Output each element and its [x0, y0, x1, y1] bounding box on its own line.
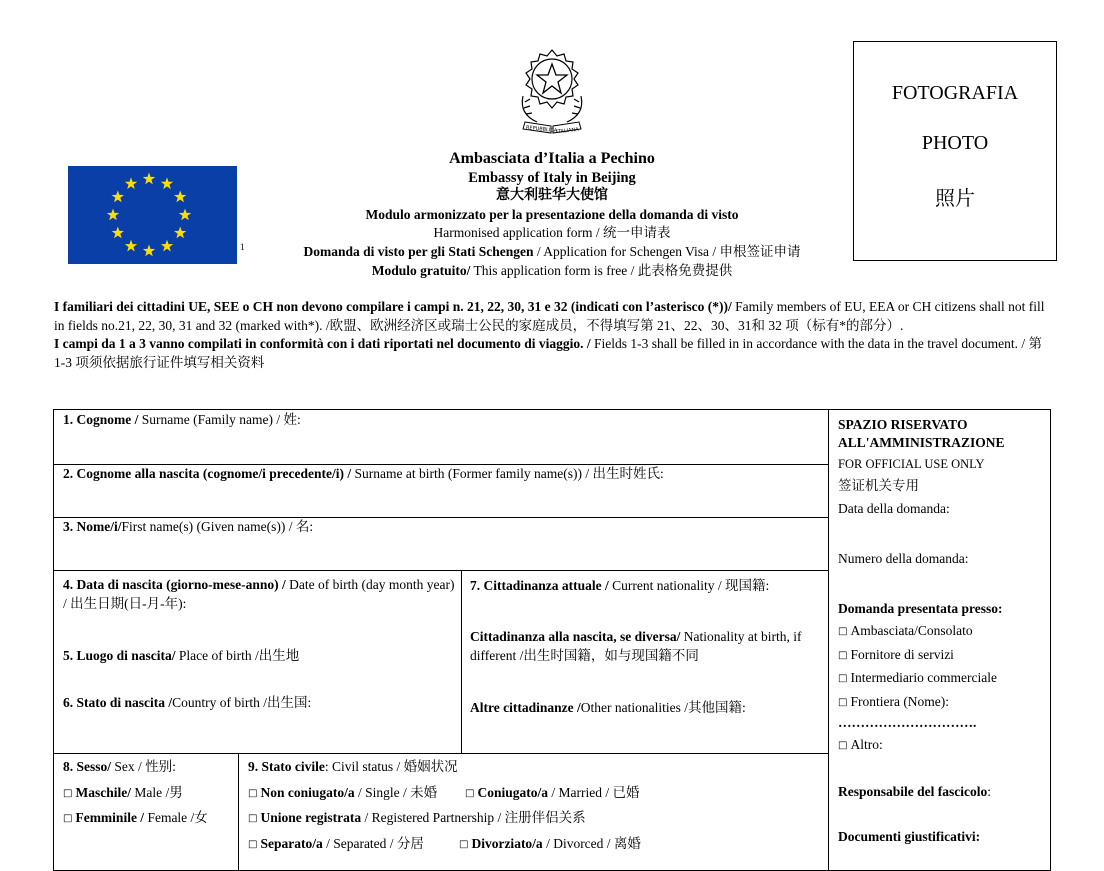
admin-responsible-label: Responsabile del fascicolo	[838, 783, 988, 799]
admin-option-other[interactable]	[838, 736, 1043, 755]
option-divorced[interactable]	[459, 835, 759, 855]
admin-option-other-label: Altro:	[850, 737, 883, 753]
checkbox-icon[interactable]: □	[838, 696, 848, 708]
eu-star-icon	[161, 177, 173, 189]
checkbox-icon[interactable]: □	[838, 626, 848, 638]
admin-option-intermediary-label: Intermediario commerciale	[850, 670, 998, 686]
field-date-of-birth-label-bold: 4. Data di nascita (giorno-mese-anno) /	[63, 577, 290, 592]
checkbox-icon[interactable]: □	[465, 788, 475, 799]
eu-star-icon	[143, 245, 155, 257]
eu-star-icon	[161, 240, 173, 252]
field-date-of-birth-label: Date of birth (day month year) / 出生日期(日-月-年):	[63, 577, 455, 611]
admin-option-border[interactable]	[838, 693, 1043, 712]
intro-fields-note-rest: Fields 1-3 shall be filled in in accordance with the data in the travel document. / 第 1-3 项须依据旅行证件填写相关资料	[54, 336, 1043, 370]
field-other-nationalities[interactable]	[470, 699, 822, 718]
schengen-line	[240, 243, 864, 262]
eu-star-icon	[179, 209, 191, 221]
admin-title-2: ALL'AMMINISTRAZIONE	[838, 434, 1005, 450]
option-married-bold: Coniugato/a	[477, 785, 548, 800]
checkbox-icon[interactable]: □	[248, 788, 258, 799]
option-partnership-rest: / Registered Partnership / 注册伴侣关系	[361, 810, 586, 825]
option-separated-rest: / Separated / 分居	[322, 836, 424, 851]
eu-flag-stars	[68, 166, 237, 264]
checkbox-icon[interactable]: □	[248, 813, 258, 824]
field-current-nationality[interactable]	[470, 577, 822, 596]
option-separated[interactable]	[248, 835, 463, 855]
field-sex-label-bold: 8. Sesso/	[63, 759, 112, 774]
field-place-of-birth-label: Place of birth /出生地	[175, 648, 300, 663]
option-partnership-bold: Unione registrata	[260, 810, 362, 825]
field-sex-label	[63, 758, 235, 777]
admin-responsible	[838, 783, 1043, 801]
checkbox-icon[interactable]: □	[248, 839, 258, 850]
photo-box	[853, 41, 1057, 261]
eu-flag	[68, 166, 237, 264]
emblem-text-left: REPUBBLICA	[525, 124, 558, 134]
intro-fields-note	[54, 335, 1054, 372]
field-country-of-birth-label-bold: 6. Stato di nascita /	[63, 695, 173, 710]
admin-option-embassy-label: Ambasciata/Consolato	[850, 623, 973, 639]
eu-star-icon	[143, 173, 155, 185]
eu-star-icon	[125, 177, 137, 189]
eu-star-icon	[112, 227, 124, 239]
field-surname[interactable]	[63, 411, 823, 430]
intro-family-note-rest: Family members of EU, EEA or CH citizens shall not fill in fields no.21, 22, 30, 31 and 32 (marked with*). /欧盟、欧洲经济区或瑞士公民的家庭成员，不得填写第 21、22、30、31和 32 项（标有*的部分）.	[54, 299, 1045, 333]
free-rest: This application form is free / 此表格免费提供	[470, 262, 733, 278]
header-titles	[240, 150, 864, 280]
field-surname-at-birth[interactable]	[63, 465, 823, 484]
admin-presented-at: Domanda presentata presso:	[838, 600, 1003, 616]
option-female-rest: Female /女	[144, 810, 208, 825]
italy-emblem-icon	[511, 44, 593, 134]
option-male[interactable]	[63, 784, 235, 804]
field-date-of-birth[interactable]	[63, 576, 455, 613]
field-place-of-birth-label-bold: 5. Luogo di nascita/	[63, 648, 176, 663]
option-registered-partnership[interactable]	[248, 809, 823, 829]
intro-notes	[54, 298, 1054, 372]
schengen-rest: / Application for Schengen Visa / 申根签证申请	[533, 243, 801, 259]
field-surname-at-birth-label-bold: 2. Cognome alla nascita (cognome/i precedente/i) /	[63, 466, 355, 481]
admin-option-service-provider[interactable]	[838, 646, 1043, 665]
field-place-of-birth[interactable]	[63, 647, 455, 666]
embassy-title-it: Ambasciata d’Italia a Pechino	[449, 150, 655, 167]
eu-star-icon	[112, 191, 124, 203]
field-surname-at-birth-label: Surname at birth (Former family name(s)) / 出生时姓氏:	[354, 466, 664, 481]
admin-border-name-dots: ………………………….	[838, 714, 977, 730]
field-nationality-at-birth[interactable]	[470, 628, 822, 665]
photo-label-en: PHOTO	[921, 132, 989, 154]
option-single-bold: Non coniugato/a	[260, 785, 355, 800]
checkbox-icon[interactable]: □	[838, 740, 848, 752]
option-divorced-rest: / Divorced / 离婚	[542, 836, 641, 851]
field-civil-status-label-bold: 9. Stato civile	[248, 759, 325, 774]
admin-option-intermediary[interactable]	[838, 669, 1043, 688]
checkbox-icon[interactable]: □	[838, 673, 848, 685]
admin-option-border-label: Frontiera (Nome):	[850, 693, 950, 709]
emblem-text-right: ITALIANA	[556, 126, 579, 134]
checkbox-icon[interactable]: □	[838, 649, 848, 661]
eu-star-icon	[125, 240, 137, 252]
field-surname-label: Surname (Family name) / 姓:	[141, 412, 301, 427]
form-title-en: Harmonised application form / 统一申请表	[433, 225, 671, 241]
field-nationality-at-birth-label: Nationality at birth, if different /出生时国籍，如与现国籍不同	[470, 629, 802, 663]
field-sex-label-rest: Sex / 性别:	[111, 759, 176, 774]
admin-option-service-provider-label: Fornitore di servizi	[850, 646, 954, 662]
option-female[interactable]	[63, 809, 235, 829]
application-form	[53, 409, 1051, 871]
embassy-title-zh: 意大利驻华大使馆	[496, 188, 608, 204]
intro-fields-note-bold: I campi da 1 a 3 vanno compilati in conformità con i dati riportati nel documento di viaggio. /	[54, 336, 591, 351]
field-first-name-label-bold: 3. Nome/i/	[63, 519, 122, 534]
admin-section	[838, 416, 1043, 846]
field-country-of-birth-label: Country of birth /出生国:	[172, 695, 312, 710]
admin-responsible-colon: :	[987, 783, 992, 799]
field-other-nationalities-label: Other nationalities /其他国籍:	[580, 700, 746, 715]
field-current-nationality-label-bold: 7. Cittadinanza attuale /	[470, 578, 613, 593]
admin-title-1: SPAZIO RISERVATO	[838, 417, 968, 432]
option-separated-bold: Separato/a	[260, 836, 323, 851]
checkbox-icon[interactable]: □	[459, 839, 469, 850]
option-male-rest: Male /男	[130, 785, 183, 800]
admin-supporting-documents: Documenti giustificativi:	[838, 829, 981, 845]
eu-star-icon	[174, 191, 186, 203]
field-nationality-at-birth-label-bold: Cittadinanza alla nascita, se diversa/	[470, 629, 681, 644]
intro-family-note	[54, 298, 1054, 335]
field-other-nationalities-label-bold: Altre cittadinanze /	[470, 700, 581, 715]
admin-option-embassy[interactable]	[838, 622, 1043, 641]
flag-footnote: 1	[240, 242, 245, 252]
free-line	[240, 262, 864, 281]
photo-label-zh: 照片	[935, 188, 975, 210]
admin-application-number[interactable]: Numero della domanda:	[838, 550, 969, 566]
photo-label-it: FOTOGRAFIA	[891, 82, 1019, 104]
option-female-bold: Femminile /	[75, 810, 145, 825]
free-it: Modulo gratuito/	[371, 262, 471, 278]
eu-star-icon	[107, 209, 119, 221]
option-single[interactable]	[248, 784, 463, 804]
option-male-bold: Maschile/	[75, 785, 131, 800]
field-civil-status-label-rest: : Civil status / 婚姻状况	[324, 759, 458, 774]
admin-application-date[interactable]: Data della domanda:	[838, 501, 950, 517]
eu-star-icon	[174, 227, 186, 239]
field-first-name[interactable]	[63, 518, 823, 537]
admin-official-use: FOR OFFICIAL USE ONLY	[838, 457, 985, 472]
field-first-name-label: First name(s) (Given name(s)) / 名:	[121, 519, 314, 534]
option-single-rest: / Single / 未婚	[354, 785, 438, 800]
option-married-rest: / Married / 已婚	[547, 785, 640, 800]
field-current-nationality-label: Current nationality / 现国籍:	[612, 578, 770, 593]
field-country-of-birth[interactable]	[63, 694, 455, 713]
option-divorced-bold: Divorziato/a	[471, 836, 543, 851]
embassy-title-en: Embassy of Italy in Beijing	[468, 169, 636, 186]
checkbox-icon[interactable]: □	[63, 788, 73, 799]
admin-official-use-zh: 签证机关专用	[838, 477, 919, 493]
option-married[interactable]	[465, 784, 685, 804]
field-surname-label-bold: 1. Cognome /	[63, 412, 142, 427]
checkbox-icon[interactable]: □	[63, 813, 73, 824]
field-civil-status-label	[248, 758, 823, 777]
intro-family-note-bold: I familiari dei cittadini UE, SEE o CH non devono compilare i campi n. 21, 22, 30, 31 e 32 (indicati con l’asterisco (*))/	[54, 299, 732, 314]
form-title-it: Modulo armonizzato per la presentazione della domanda di visto	[365, 206, 739, 222]
schengen-it: Domanda di visto per gli Stati Schengen	[303, 243, 534, 259]
